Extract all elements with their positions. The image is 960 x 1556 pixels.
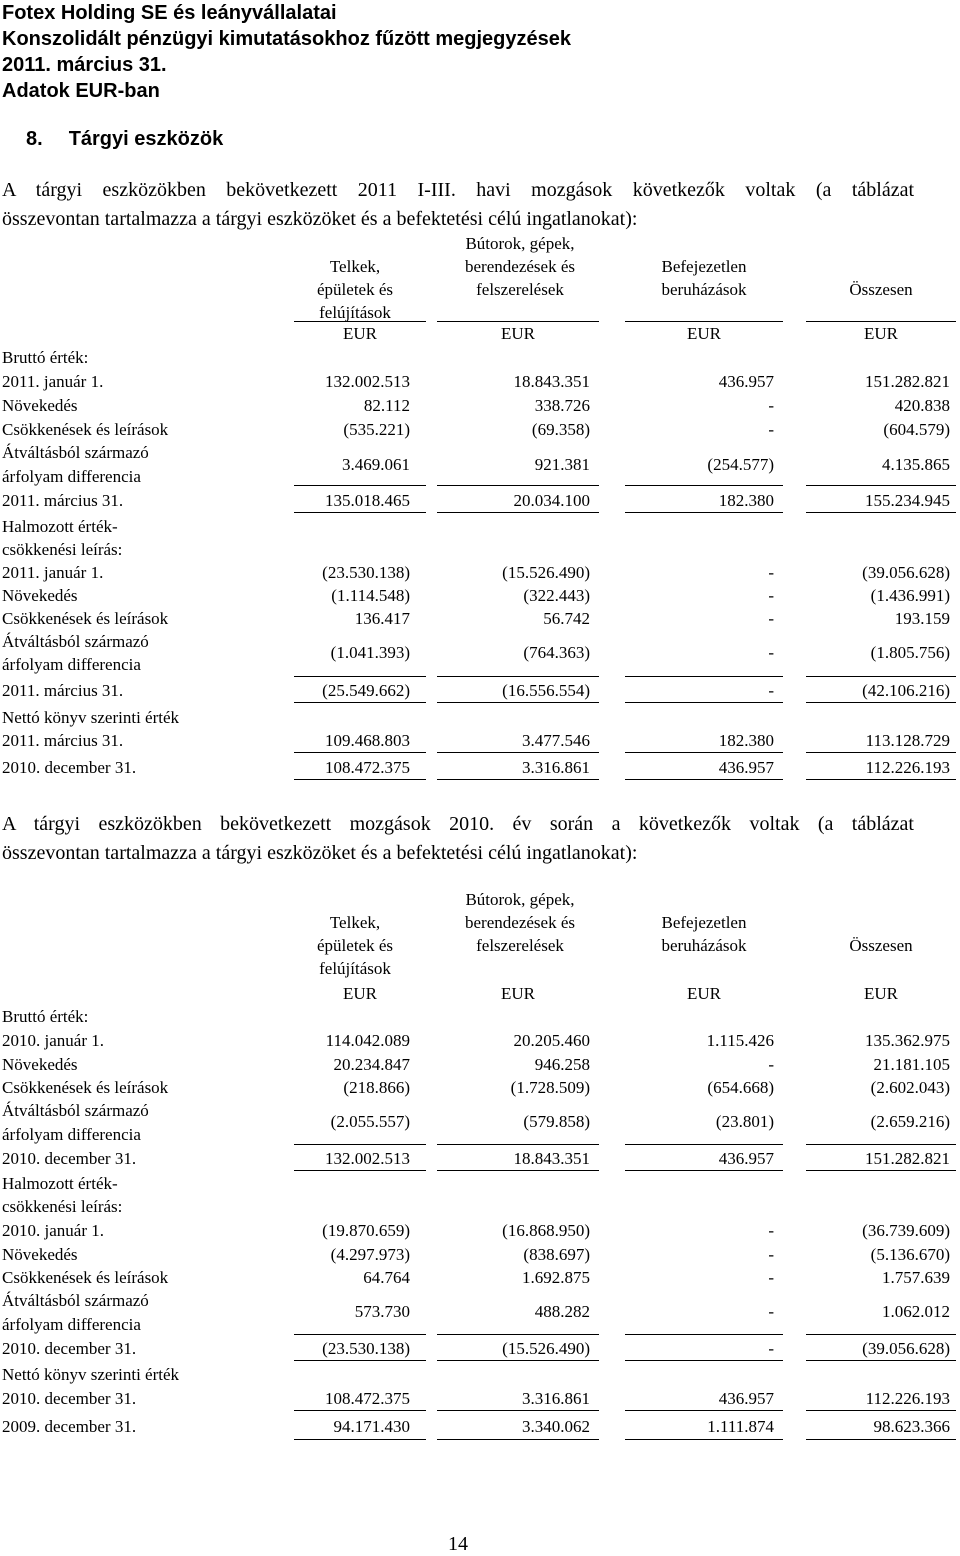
total-rule [294, 512, 426, 513]
cell-col2: 20.034.100 [513, 491, 590, 510]
row-label: árfolyam differencia [2, 467, 141, 486]
cell-col4: 155.234.945 [865, 491, 950, 510]
row-label: 2011. március 31. [2, 681, 124, 700]
cell-col2: 488.282 [534, 1302, 590, 1321]
cell-col4: 4.135.865 [882, 455, 950, 474]
row-label: Növekedés [2, 1055, 78, 1074]
underline-rule [806, 1410, 956, 1411]
cell-col4: 151.282.821 [865, 1149, 950, 1168]
row-label: 2010. január 1. [2, 1221, 104, 1240]
cell-col3: 436.957 [718, 1149, 774, 1168]
subtotal-rule [437, 1334, 599, 1335]
cell-col3: - [768, 1245, 774, 1264]
cell-col4: 112.226.193 [865, 758, 950, 777]
underline-rule [294, 779, 426, 780]
document-header-company: Fotex Holding SE és leányvállalatai [2, 2, 337, 24]
header-rule [437, 321, 599, 322]
subtotal-rule [625, 1144, 783, 1145]
col-header-line: Telkek, [329, 913, 381, 932]
cell-col2: 3.340.062 [522, 1417, 590, 1436]
cell-col1: (25.549.662) [322, 681, 410, 700]
cell-col2: (69.358) [531, 420, 590, 439]
cell-col3: (23.801) [715, 1112, 774, 1131]
col-header-land-buildings [290, 255, 420, 324]
cell-col3: - [768, 643, 774, 662]
total-rule [625, 1170, 783, 1171]
cell-col2: 338.726 [534, 396, 590, 415]
subtotal-rule [437, 1144, 599, 1145]
col-header-line: beruházások [661, 936, 747, 955]
depreciation-label: csökkenési leírás: [2, 540, 123, 559]
col-header-furniture-equipment [440, 888, 600, 957]
cell-col3: - [768, 1339, 774, 1358]
cell-col3: - [768, 1221, 774, 1240]
depreciation-label: Halmozott érték- [2, 1174, 118, 1193]
document-header-unit: Adatok EUR-ban [2, 80, 160, 102]
cell-col3: - [768, 563, 774, 582]
row-label: 2011. január 1. [2, 372, 104, 391]
cell-col2: 3.316.861 [522, 758, 590, 777]
cell-col3: 182.380 [718, 731, 774, 750]
total-rule [806, 512, 956, 513]
total-rule [294, 1360, 426, 1361]
net-book-value-label: Nettó könyv szerinti érték [2, 1365, 180, 1384]
total-rule [437, 702, 599, 703]
cell-col2: (838.697) [523, 1245, 590, 1264]
total-rule [806, 702, 956, 703]
cell-col3: - [768, 420, 774, 439]
cell-col1: 64.764 [363, 1268, 410, 1287]
cell-col2: (16.556.554) [502, 681, 590, 700]
total-rule [437, 512, 599, 513]
cell-col1: (23.530.138) [322, 1339, 410, 1358]
cell-col4: 1.062.012 [882, 1302, 950, 1321]
cell-col3: - [768, 609, 774, 628]
cell-col3: 436.957 [718, 1389, 774, 1408]
col-header-line: Befejezetlen [661, 913, 747, 932]
col-header-line: berendezések és [465, 257, 575, 276]
col-header-line: berendezések és [465, 913, 575, 932]
cell-col2: 3.316.861 [522, 1389, 590, 1408]
cell-col1: 136.417 [354, 609, 410, 628]
col-header-land-buildings [290, 911, 420, 980]
underline-rule [625, 779, 783, 780]
cell-col4: 151.282.821 [865, 372, 950, 391]
row-label: árfolyam differencia [2, 1125, 141, 1144]
total-rule [625, 1360, 783, 1361]
cell-col4: 420.838 [894, 396, 950, 415]
row-label: 2010. december 31. [2, 1389, 137, 1408]
gross-value-label: Bruttó érték: [2, 348, 89, 367]
row-label: 2010. december 31. [2, 1339, 137, 1358]
col-header-furniture-equipment [440, 232, 600, 301]
row-label: Átváltásból származó [2, 1101, 149, 1120]
subtotal-rule [294, 1144, 426, 1145]
cell-col2: (15.526.490) [502, 1339, 590, 1358]
col-header-line: felszerelések [476, 280, 564, 299]
cell-col2: 18.843.351 [513, 1149, 590, 1168]
cell-col2: 946.258 [534, 1055, 590, 1074]
total-rule [806, 1170, 956, 1171]
col-header-line: Bútorok, gépek, [465, 234, 575, 253]
currency-label: EUR [687, 984, 721, 1003]
total-rule [294, 702, 426, 703]
cell-col1: 114.042.089 [325, 1031, 410, 1050]
cell-col1: 109.468.803 [325, 731, 410, 750]
underline-rule [625, 1439, 783, 1440]
cell-col4: (604.579) [883, 420, 950, 439]
cell-col4: (1.436.991) [870, 586, 950, 605]
row-label: Növekedés [2, 396, 78, 415]
col-header-total: Összesen [849, 280, 913, 299]
cell-col4: 113.128.729 [865, 731, 950, 750]
row-label: Csökkenések és leírások [2, 1268, 169, 1287]
subtotal-rule [294, 676, 426, 677]
subtotal-rule [806, 1334, 956, 1335]
cell-col1: 94.171.430 [333, 1417, 410, 1436]
depreciation-label: csökkenési leírás: [2, 1197, 123, 1216]
cell-col4: 193.159 [894, 609, 950, 628]
underline-rule [294, 1410, 426, 1411]
cell-col1: 135.018.465 [325, 491, 410, 510]
gross-value-label: Bruttó érték: [2, 1007, 89, 1026]
cell-col2: (579.858) [523, 1112, 590, 1131]
cell-col4: (1.805.756) [870, 643, 950, 662]
document-header-title: Konszolidált pénzügyi kimutatásokhoz fűzött megjegyzések [2, 28, 571, 50]
row-label: Növekedés [2, 1245, 78, 1264]
row-label: árfolyam differencia [2, 655, 141, 674]
cell-col4: (39.056.628) [862, 1339, 950, 1358]
subtotal-rule [294, 485, 426, 486]
intro-1-line-2: összevontan tartalmazza a tárgyi eszközöket és a befektetési célú ingatlanokat): [2, 208, 638, 230]
cell-col2: 56.742 [543, 609, 590, 628]
col-header-line: felújítások [319, 303, 391, 322]
cell-col3: - [768, 1268, 774, 1287]
cell-col1: (535.221) [343, 420, 410, 439]
total-rule [625, 702, 783, 703]
cell-col1: 132.002.513 [325, 372, 410, 391]
col-header-line: épületek és [317, 936, 393, 955]
subtotal-rule [806, 1144, 956, 1145]
cell-col1: (1.114.548) [331, 586, 410, 605]
row-label: Csökkenések és leírások [2, 420, 169, 439]
cell-col4: (5.136.670) [870, 1245, 950, 1264]
cell-col4: (36.739.609) [862, 1221, 950, 1240]
section-heading [26, 128, 223, 151]
cell-col4: 1.757.639 [882, 1268, 950, 1287]
row-label: Növekedés [2, 586, 78, 605]
cell-col1: 3.469.061 [342, 455, 410, 474]
cell-col3: - [768, 681, 774, 700]
subtotal-rule [806, 485, 956, 486]
cell-col3: (654.668) [707, 1078, 774, 1097]
header-rule [806, 321, 956, 322]
row-label: 2010. december 31. [2, 1149, 137, 1168]
intro-2-line-1: A tárgyi eszközökben bekövetkezett mozgások 2010. év során a következők voltak (a táblázat [2, 813, 914, 835]
cell-col1: 108.472.375 [325, 758, 410, 777]
intro-1-line-1: A tárgyi eszközökben bekövetkezett 2011 I-III. havi mozgások következők voltak (a táblázat [2, 179, 914, 201]
cell-col4: 21.181.105 [873, 1055, 950, 1074]
col-header-line: épületek és [317, 280, 393, 299]
col-header-line: Befejezetlen [661, 257, 747, 276]
underline-rule [294, 1439, 426, 1440]
underline-rule [437, 1410, 599, 1411]
cell-col1: 20.234.847 [333, 1055, 410, 1074]
page-number: 14 [448, 1533, 468, 1555]
underline-rule [437, 779, 599, 780]
cell-col2: 3.477.546 [522, 731, 590, 750]
row-label: 2011. január 1. [2, 563, 104, 582]
section-number: 8. [26, 128, 43, 150]
header-rule [294, 321, 426, 322]
cell-col1: (218.866) [343, 1078, 410, 1097]
cell-col1: (23.530.138) [322, 563, 410, 582]
row-label: 2009. december 31. [2, 1417, 137, 1436]
cell-col1: 573.730 [354, 1302, 410, 1321]
cell-col2: (764.363) [523, 643, 590, 662]
row-label: 2011. március 31. [2, 491, 124, 510]
cell-col1: (2.055.557) [330, 1112, 410, 1131]
currency-label: EUR [343, 324, 377, 343]
document-header-date: 2011. március 31. [2, 54, 167, 76]
cell-col1: 82.112 [363, 396, 410, 415]
underline-rule [806, 1439, 956, 1440]
cell-col4: (42.106.216) [862, 681, 950, 700]
cell-col1: 132.002.513 [325, 1149, 410, 1168]
cell-col3: 1.111.874 [707, 1417, 774, 1436]
cell-col2: 1.692.875 [522, 1268, 590, 1287]
underline-rule [625, 752, 783, 753]
row-label: Csökkenések és leírások [2, 609, 169, 628]
cell-col3: 436.957 [718, 372, 774, 391]
subtotal-rule [806, 676, 956, 677]
net-book-value-label: Nettó könyv szerinti érték [2, 708, 180, 727]
underline-rule [625, 1410, 783, 1411]
cell-col4: (2.659.216) [870, 1112, 950, 1131]
col-header-line: Telkek, [329, 257, 381, 276]
currency-label: EUR [864, 984, 898, 1003]
row-label: 2011. március 31. [2, 731, 124, 750]
col-header-line: felújítások [319, 959, 391, 978]
subtotal-rule [294, 1334, 426, 1335]
total-rule [625, 512, 783, 513]
underline-rule [806, 752, 956, 753]
total-rule [437, 1360, 599, 1361]
currency-label: EUR [864, 324, 898, 343]
row-label: árfolyam differencia [2, 1315, 141, 1334]
col-header-line: Bútorok, gépek, [465, 890, 575, 909]
currency-label: EUR [343, 984, 377, 1003]
row-label: Átváltásból származó [2, 1291, 149, 1310]
cell-col2: (16.868.950) [502, 1221, 590, 1240]
cell-col2: (15.526.490) [502, 563, 590, 582]
row-label: Átváltásból származó [2, 443, 149, 462]
subtotal-rule [437, 485, 599, 486]
col-header-construction-in-progress [625, 911, 783, 957]
subtotal-rule [437, 676, 599, 677]
currency-label: EUR [687, 324, 721, 343]
currency-label: EUR [501, 984, 535, 1003]
underline-rule [294, 752, 426, 753]
cell-col3: (254.577) [707, 455, 774, 474]
cell-col2: (1.728.509) [510, 1078, 590, 1097]
subtotal-rule [625, 1334, 783, 1335]
total-rule [806, 1360, 956, 1361]
subtotal-rule [625, 485, 783, 486]
underline-rule [437, 1439, 599, 1440]
total-rule [437, 1170, 599, 1171]
cell-col3: - [768, 1302, 774, 1321]
depreciation-label: Halmozott érték- [2, 517, 118, 536]
col-header-construction-in-progress [625, 255, 783, 301]
cell-col3: - [768, 1055, 774, 1074]
cell-col3: 182.380 [718, 491, 774, 510]
row-label: Csökkenések és leírások [2, 1078, 169, 1097]
cell-col2: 20.205.460 [513, 1031, 590, 1050]
cell-col3: - [768, 586, 774, 605]
col-header-line: felszerelések [476, 936, 564, 955]
total-rule [294, 1170, 426, 1171]
cell-col3: - [768, 396, 774, 415]
cell-col3: 436.957 [718, 758, 774, 777]
section-title: Tárgyi eszközök [68, 128, 224, 150]
cell-col4: 135.362.975 [865, 1031, 950, 1050]
col-header-total: Összesen [849, 936, 913, 955]
cell-col4: 98.623.366 [873, 1417, 950, 1436]
row-label: 2010. január 1. [2, 1031, 104, 1050]
row-label: Átváltásból származó [2, 632, 149, 651]
cell-col2: (322.443) [523, 586, 590, 605]
cell-col4: 112.226.193 [865, 1389, 950, 1408]
cell-col4: (2.602.043) [870, 1078, 950, 1097]
cell-col1: (4.297.973) [330, 1245, 410, 1264]
cell-col1: 108.472.375 [325, 1389, 410, 1408]
intro-2-line-2: összevontan tartalmazza a tárgyi eszközöket és a befektetési célú ingatlanokat): [2, 842, 638, 864]
currency-label: EUR [501, 324, 535, 343]
row-label: 2010. december 31. [2, 758, 137, 777]
cell-col3: 1.115.426 [706, 1031, 774, 1050]
cell-col1: (1.041.393) [330, 643, 410, 662]
cell-col4: (39.056.628) [862, 563, 950, 582]
header-rule [625, 321, 783, 322]
underline-rule [806, 779, 956, 780]
subtotal-rule [625, 676, 783, 677]
underline-rule [437, 752, 599, 753]
cell-col1: (19.870.659) [322, 1221, 410, 1240]
cell-col2: 921.381 [534, 455, 590, 474]
cell-col2: 18.843.351 [513, 372, 590, 391]
col-header-line: beruházások [661, 280, 747, 299]
